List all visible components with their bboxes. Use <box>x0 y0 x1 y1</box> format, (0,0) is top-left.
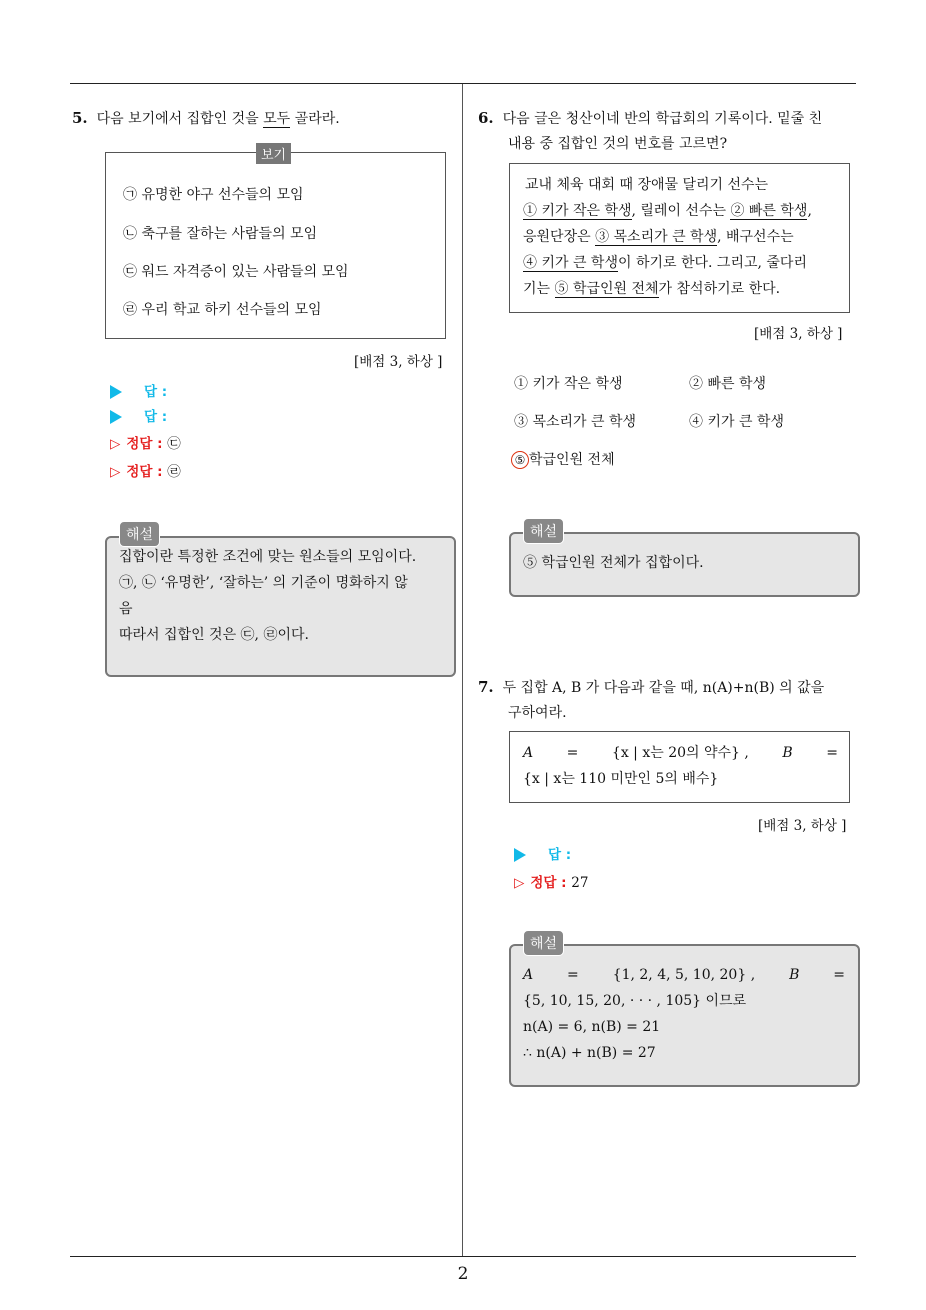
correct-label: 정답 : <box>126 436 163 452</box>
question-text: 내용 중 집합인 것의 번호를 고르면? <box>508 136 728 152</box>
top-rule <box>70 83 856 84</box>
question-text: 두 집합 A, B 가 다음과 같을 때, n(A)+n(B) 의 값을 <box>502 680 825 696</box>
set-a-symbol: A <box>523 967 534 983</box>
set-a-symbol: A <box>523 745 534 761</box>
passage-underlined: ⑤ 학급인원 전체 <box>554 281 659 297</box>
answer-row <box>514 843 571 863</box>
example-item: ㉢ 워드 자격증이 있는 사람들의 모임 <box>123 264 349 280</box>
bottom-rule <box>70 1256 856 1257</box>
passage-underlined: ① 키가 작은 학생 <box>523 203 632 219</box>
option-3[interactable]: ③ 목소리가 큰 학생 <box>514 414 637 430</box>
passage-line <box>523 224 838 250</box>
set-a-definition: {x | x는 20의 약수} , <box>611 745 749 761</box>
example-item: ㉣ 우리 학교 하키 선수들의 모임 <box>123 302 322 318</box>
answer-arrow-icon <box>110 385 122 399</box>
correct-value: 27 <box>571 875 589 891</box>
sets-text <box>523 740 838 792</box>
score-label: [배점 3, 하상 ] <box>354 354 443 370</box>
question-number: 7. <box>478 678 494 696</box>
answer-row <box>110 405 167 425</box>
answer-label: 답 : <box>144 384 168 400</box>
option-1[interactable]: ① 키가 작은 학생 <box>514 376 623 392</box>
column-divider <box>462 84 463 1256</box>
equals-sign: = <box>567 967 579 983</box>
passage-underlined: ③ 목소리가 큰 학생 <box>595 229 718 245</box>
solution-box <box>509 944 860 1087</box>
solution-line: {5, 10, 15, 20, · · · , 105} 이므로 <box>523 993 747 1009</box>
passage-line <box>523 276 838 302</box>
question-7-text <box>478 675 858 726</box>
passage-line <box>523 250 838 276</box>
correct-answer-row <box>514 871 588 891</box>
passage-text-run: , 배구선수는 <box>717 229 794 245</box>
passage-line: 교내 체육 대회 때 장애물 달리기 선수는 <box>525 177 769 193</box>
set-b-symbol: B <box>789 967 800 983</box>
passage-text-run: , <box>807 203 812 219</box>
question-text: 다음 보기에서 집합인 것을 <box>96 111 264 127</box>
question-text: 구하여라. <box>508 705 567 721</box>
solution-text <box>119 544 449 648</box>
solution-tab: 해설 <box>523 930 564 956</box>
question-6-text <box>478 106 858 157</box>
correct-label: 정답 : <box>126 464 163 480</box>
option-2[interactable]: ② 빠른 학생 <box>689 376 766 392</box>
correct-answer-row <box>110 460 181 480</box>
score-label: [배점 3, 하상 ] <box>758 818 847 834</box>
example-item: ㉡ 축구를 잘하는 사람들의 모임 <box>123 226 318 242</box>
answer-label: 답 : <box>144 409 168 425</box>
option-5[interactable] <box>511 449 615 469</box>
equals-sign: = <box>566 745 579 761</box>
option-5-text: 학급인원 전체 <box>529 452 615 468</box>
question-number: 6. <box>478 109 494 127</box>
sets-line <box>523 740 838 766</box>
correct-answer-row <box>110 432 181 452</box>
passage-underlined: ④ 키가 큰 학생 <box>523 255 618 271</box>
solution-tab: 해설 <box>523 518 564 544</box>
answer-label: 답 : <box>548 847 572 863</box>
question-underlined: 모두 <box>263 111 291 127</box>
example-box-tab: 보기 <box>256 143 291 164</box>
correct-label: 정답 : <box>530 875 567 891</box>
correct-arrow-icon: ▷ <box>514 875 525 891</box>
question-text-end: 골라라. <box>290 111 340 127</box>
passage-text-run: , 릴레이 선수는 <box>631 203 731 219</box>
passage-text <box>523 172 838 302</box>
option-4[interactable]: ④ 키가 큰 학생 <box>689 414 784 430</box>
score-label: [배점 3, 하상 ] <box>754 326 843 342</box>
set-b-definition: {x | x는 110 미만인 5의 배수} <box>523 771 719 787</box>
set-b-symbol: B <box>782 745 793 761</box>
page-number: 2 <box>457 1264 469 1284</box>
example-item: ㉠ 유명한 야구 선수들의 모임 <box>123 187 304 203</box>
solution-line: 따라서 집합인 것은 ㉢, ㉣이다. <box>119 627 309 643</box>
solution-line <box>523 962 845 988</box>
question-5-text <box>72 106 340 132</box>
solution-box <box>105 536 456 677</box>
answer-arrow-icon <box>110 410 122 424</box>
sets-box <box>509 731 850 803</box>
selected-circle-mark: ⑤ <box>511 451 529 469</box>
passage-text-run: 이 하기로 한다. 그리고, 줄다리 <box>617 255 807 271</box>
passage-text-run: 기는 <box>523 281 555 297</box>
solution-line: ⑤ 학급인원 전체가 집합이다. <box>523 555 704 571</box>
passage-box <box>509 163 850 313</box>
solution-line: 집합이란 특정한 조건에 맞는 원소들의 모임이다. <box>119 549 417 565</box>
correct-value: ㉢ <box>167 436 181 452</box>
correct-arrow-icon: ▷ <box>110 436 121 452</box>
answer-row <box>110 380 167 400</box>
set-a-elements: {1, 2, 4, 5, 10, 20} , <box>612 967 756 983</box>
solution-line: ㉠, ㉡ ‘유명한’, ‘잘하는’ 의 기준이 명화하지 않 <box>119 575 408 591</box>
correct-arrow-icon: ▷ <box>110 464 121 480</box>
question-number: 5. <box>72 109 88 127</box>
equals-sign: = <box>826 745 838 761</box>
solution-text <box>523 962 845 1066</box>
answer-arrow-icon <box>514 848 526 862</box>
solution-line: n(A) = 6, n(B) = 21 <box>523 1019 661 1035</box>
solution-tab: 해설 <box>119 521 160 547</box>
solution-line: ∴ n(A) + n(B) = 27 <box>523 1045 656 1061</box>
passage-text-run: 응원단장은 <box>523 229 596 245</box>
correct-value: ㉣ <box>167 464 181 480</box>
passage-text-run: 가 참석하기로 한다. <box>658 281 781 297</box>
passage-line <box>523 198 838 224</box>
passage-underlined: ② 빠른 학생 <box>730 203 808 219</box>
question-text: 다음 글은 청산이네 반의 학급회의 기록이다. 밑줄 친 <box>502 111 823 127</box>
equals-sign: = <box>833 967 845 983</box>
solution-line: 음 <box>119 601 133 617</box>
